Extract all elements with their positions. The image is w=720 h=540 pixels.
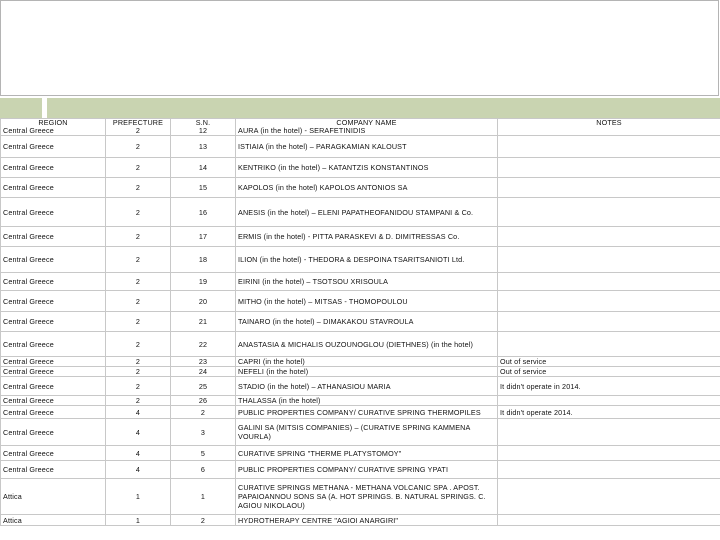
cell-company: PUBLIC PROPERTIES COMPANY/ CURATIVE SPRING YPATI [236, 461, 498, 479]
table-row [1, 357, 720, 367]
cell-sn: 13 [171, 136, 236, 158]
cell-prefecture: 4 [106, 419, 171, 446]
cell-sn: 5 [171, 446, 236, 461]
cell-prefecture: 2 [106, 198, 171, 227]
cell-company: EIRINI (in the hotel) – TSOTSOU XRISOULA [236, 273, 498, 291]
cell-prefecture: 1 [106, 479, 171, 515]
first-row-sn: 12 [198, 126, 208, 135]
first-row-company: AURA (in the hotel) - SERAFETINIDIS [238, 126, 366, 135]
cell-prefecture: 2 [106, 178, 171, 198]
table-row [1, 406, 720, 419]
cell-region: Central Greece [1, 332, 106, 357]
cell-region: Central Greece [1, 357, 106, 367]
table-row [1, 367, 720, 377]
cell-company: NEFELI (in the hotel) [236, 367, 498, 377]
header-band-right [47, 98, 720, 118]
cell-company: HYDROTHERAPY CENTRE "AGIOI ANARGIRI" [236, 515, 498, 526]
cell-company: TAINARO (in the hotel) – DIMAKAKOU STAVROULA [236, 312, 498, 332]
cell-region: Central Greece [1, 247, 106, 273]
cell-region: Central Greece [1, 178, 106, 198]
title-area [0, 0, 719, 96]
cell-notes [498, 461, 720, 479]
table-row [1, 158, 720, 178]
cell-region: Central Greece [1, 446, 106, 461]
cell-sn: 21 [171, 312, 236, 332]
cell-region: Central Greece [1, 377, 106, 396]
cell-prefecture: 2 [106, 291, 171, 312]
cell-sn: 23 [171, 357, 236, 367]
cell-prefecture: 2 [106, 227, 171, 247]
cell-notes [498, 273, 720, 291]
cell-notes [498, 396, 720, 406]
cell-company: ERMIS (in the hotel) - PITTA PARASKEVI & D. DIMITRESSAS Co. [236, 227, 498, 247]
cell-company: MITHO (in the hotel) – MITSAS - THOMOPOULOU [236, 291, 498, 312]
header-band-left [0, 98, 42, 118]
header-company: COMPANY NAME AURA (in the hotel) - SERAFETINIDIS [236, 119, 498, 136]
cell-region: Central Greece [1, 291, 106, 312]
cell-prefecture: 2 [106, 312, 171, 332]
cell-region: Central Greece [1, 396, 106, 406]
cell-sn: 6 [171, 461, 236, 479]
cell-notes [498, 332, 720, 357]
cell-region: Central Greece [1, 273, 106, 291]
cell-company: CURATIVE SPRINGS METHANA - METHANA VOLCANIC SPA . APOST. PAPAIOANNOU SONS SA (A. HOT SPRINGS. B. NATURAL SPRINGS. C. AGIOU NIKOLAOU) [236, 479, 498, 515]
cell-sn: 17 [171, 227, 236, 247]
cell-notes [498, 291, 720, 312]
table-row [1, 479, 720, 515]
cell-notes [498, 312, 720, 332]
cell-sn: 1 [171, 479, 236, 515]
table-row [1, 247, 720, 273]
cell-notes [498, 198, 720, 227]
header-prefecture: PREFECTURE 2 [106, 119, 171, 136]
cell-region: Attica [1, 515, 106, 526]
header-region: REGION Central Greece [1, 119, 106, 136]
cell-region: Central Greece [1, 419, 106, 446]
cell-notes [498, 515, 720, 526]
cell-region: Central Greece [1, 136, 106, 158]
cell-region: Central Greece [1, 198, 106, 227]
cell-sn: 24 [171, 367, 236, 377]
cell-region: Central Greece [1, 158, 106, 178]
cell-sn: 2 [171, 406, 236, 419]
cell-prefecture: 2 [106, 357, 171, 367]
cell-prefecture: 2 [106, 367, 171, 377]
cell-company: THALASSA (in the hotel) [236, 396, 498, 406]
cell-region: Attica [1, 479, 106, 515]
table-row [1, 419, 720, 446]
cell-notes: Out of service [498, 357, 720, 367]
cell-region: Central Greece [1, 227, 106, 247]
cell-prefecture: 4 [106, 406, 171, 419]
table-row [1, 377, 720, 396]
table-row [1, 446, 720, 461]
cell-sn: 22 [171, 332, 236, 357]
cell-region: Central Greece [1, 367, 106, 377]
header-notes: NOTES [498, 119, 720, 136]
cell-notes [498, 247, 720, 273]
cell-notes [498, 479, 720, 515]
cell-sn: 26 [171, 396, 236, 406]
table-row [1, 396, 720, 406]
table-header-row [1, 119, 720, 136]
cell-sn: 2 [171, 515, 236, 526]
cell-prefecture: 2 [106, 158, 171, 178]
cell-company: KENTRIKO (in the hotel) – KATANTZIS KONSTANTINOS [236, 158, 498, 178]
cell-notes: Out of service [498, 367, 720, 377]
cell-prefecture: 2 [106, 273, 171, 291]
cell-notes: It didn't operate 2014. [498, 406, 720, 419]
cell-sn: 20 [171, 291, 236, 312]
table-row [1, 515, 720, 526]
cell-region: Central Greece [1, 461, 106, 479]
cell-sn: 15 [171, 178, 236, 198]
table-row [1, 227, 720, 247]
cell-prefecture: 2 [106, 247, 171, 273]
cell-company: ISTIAIA (in the hotel) – PARAGKAMIAN KALOUST [236, 136, 498, 158]
cell-prefecture: 2 [106, 377, 171, 396]
cell-company: STADIO (in the hotel) – ATHANASIOU MARIA [236, 377, 498, 396]
cell-prefecture: 2 [106, 396, 171, 406]
first-row-region: Central Greece [3, 126, 54, 135]
cell-company: ILION (in the hotel) - THEDORA & DESPOINA TSARITSANIOTI Ltd. [236, 247, 498, 273]
cell-company: ANASTASIA & MICHALIS OUZOUNOGLOU (DIETHNES) (in the hotel) [236, 332, 498, 357]
cell-notes: It didn't operate in 2014. [498, 377, 720, 396]
cell-notes [498, 158, 720, 178]
table-row [1, 273, 720, 291]
cell-company: GALINI SA (MITSIS COMPANIES) – (CURATIVE SPRING KAMMENA VOURLA) [236, 419, 498, 446]
cell-prefecture: 4 [106, 446, 171, 461]
cell-company: KAPOLOS (in the hotel) KAPOLOS ANTONIOS SA [236, 178, 498, 198]
table-row [1, 312, 720, 332]
cell-prefecture: 1 [106, 515, 171, 526]
cell-notes [498, 136, 720, 158]
table-row [1, 291, 720, 312]
cell-sn: 3 [171, 419, 236, 446]
cell-prefecture: 2 [106, 332, 171, 357]
cell-prefecture: 4 [106, 461, 171, 479]
table-row [1, 198, 720, 227]
table-row [1, 461, 720, 479]
cell-sn: 19 [171, 273, 236, 291]
cell-sn: 25 [171, 377, 236, 396]
cell-sn: 16 [171, 198, 236, 227]
cell-sn: 14 [171, 158, 236, 178]
cell-notes [498, 178, 720, 198]
companies-table [0, 118, 720, 526]
cell-prefecture: 2 [106, 136, 171, 158]
table-row [1, 178, 720, 198]
cell-notes [498, 227, 720, 247]
table-row [1, 332, 720, 357]
cell-sn: 18 [171, 247, 236, 273]
cell-region: Central Greece [1, 312, 106, 332]
cell-company: CURATIVE SPRING "THERME PLATYSTOMOY" [236, 446, 498, 461]
cell-company: PUBLIC PROPERTIES COMPANY/ CURATIVE SPRING THERMOPILES [236, 406, 498, 419]
header-sn: S.N. 12 [171, 119, 236, 136]
first-row-prefecture: 2 [135, 126, 141, 135]
cell-notes [498, 446, 720, 461]
cell-company: CAPRI (in the hotel) [236, 357, 498, 367]
table-row [1, 136, 720, 158]
cell-region: Central Greece [1, 406, 106, 419]
cell-notes [498, 419, 720, 446]
cell-company: ANESIS (in the hotel) – ELENI PAPATHEOFANIDOU STAMPANI & Co. [236, 198, 498, 227]
